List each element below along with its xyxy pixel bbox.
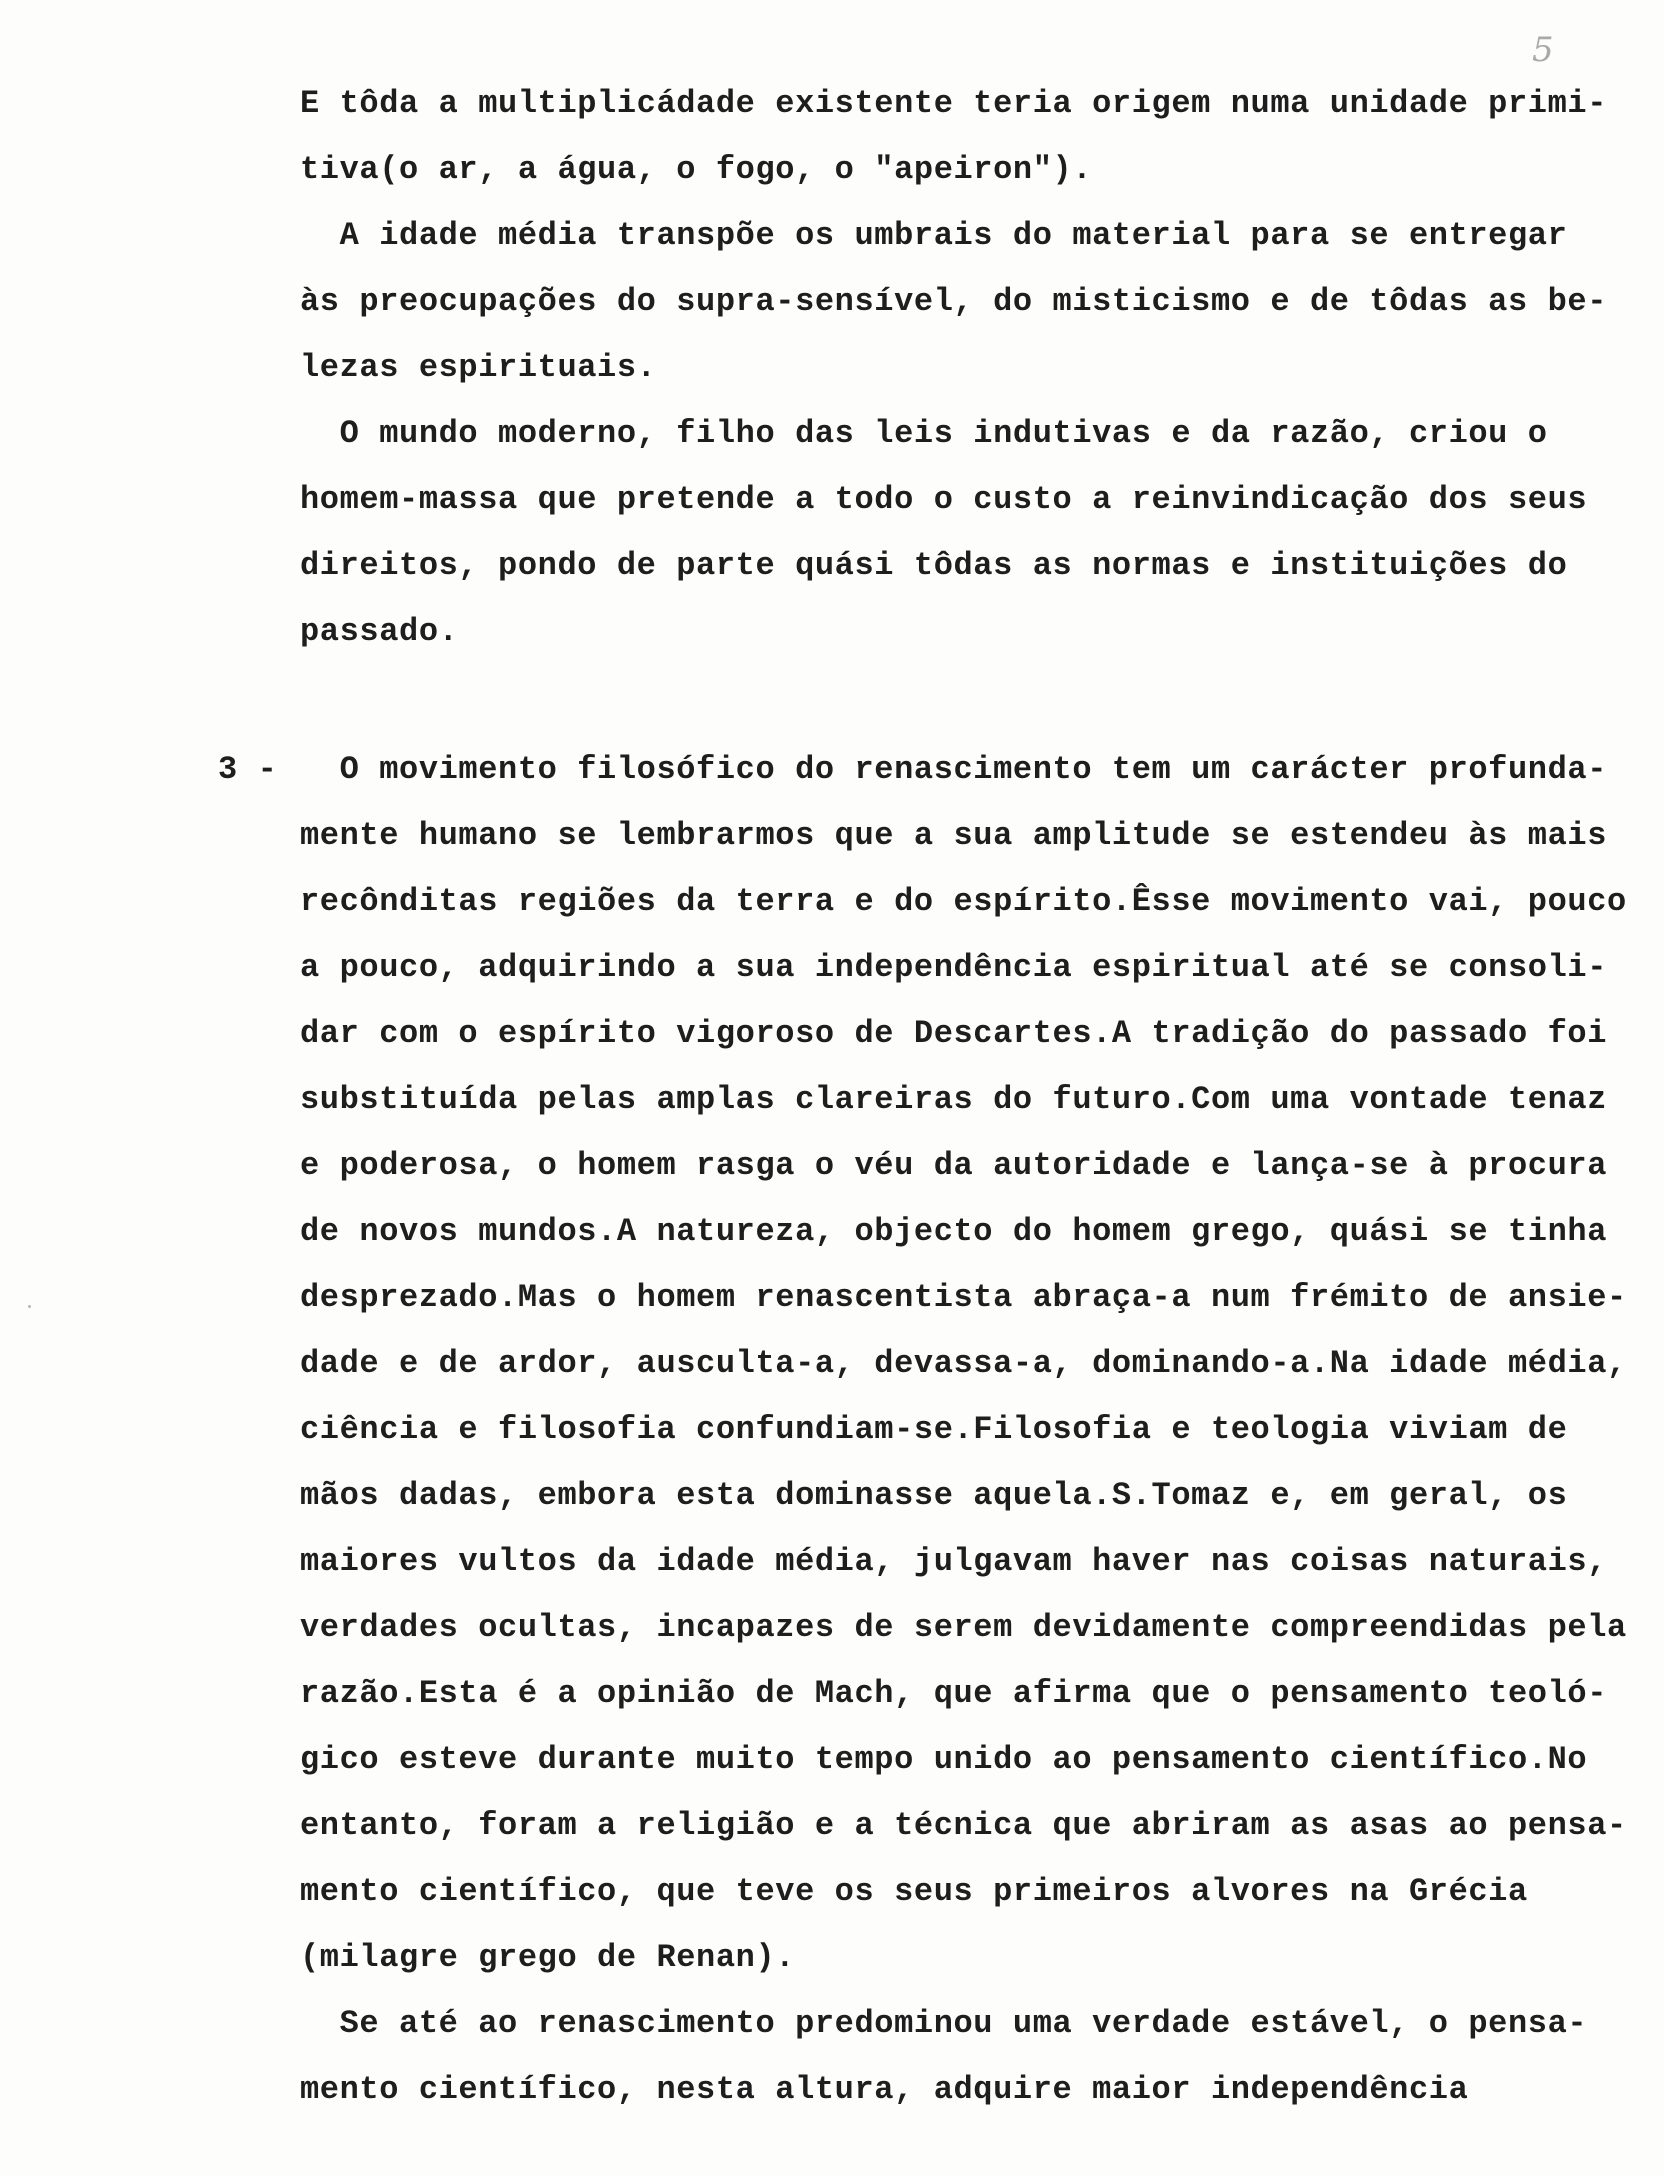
text-line: O mundo moderno, filho das leis indutivas e da razão, criou o [300,415,1548,452]
text-line: substituída pelas amplas clareiras do futuro.Com uma vontade tenaz [300,1081,1608,1118]
section-number: 3 - [218,751,278,788]
text-line: mento científico, que teve os seus primeiros alvores na Grécia [300,1873,1528,1910]
text-line: dar com o espírito vigoroso de Descartes.A tradição do passado foi [300,1015,1608,1052]
text-line: entanto, foram a religião e a técnica que abriram as asas ao pensa- [300,1807,1627,1844]
text-line: verdades ocultas, incapazes de serem devidamente compreendidas pela [300,1609,1627,1646]
text-line: de novos mundos.A natureza, objecto do homem grego, quási se tinha [300,1213,1608,1250]
text-line: E tôda a multiplicádade existente teria origem numa unidade primi- [300,85,1608,122]
text-line: gico esteve durante muito tempo unido ao pensamento científico.No [300,1741,1588,1778]
text-line: mãos dadas, embora esta dominasse aquela.S.Tomaz e, em geral, os [300,1477,1568,1514]
text-line: direitos, pondo de parte quási tôdas as normas e instituições do [300,547,1568,584]
page-number-mark: 5 [1532,30,1554,70]
text-line: mento científico, nesta altura, adquire maior independência [300,2071,1469,2108]
text-line: a pouco, adquirindo a sua independência espiritual até se consoli- [300,949,1608,986]
text-line: O movimento filosófico do renascimento tem um carácter profunda- [300,751,1608,788]
text-line: lezas espirituais. [300,349,657,386]
text-line: homem-massa que pretende a todo o custo a reinvindicação dos seus [300,481,1588,518]
text-line: tiva(o ar, a água, o fogo, o "apeiron"). [300,151,1093,188]
text-line: dade e de ardor, ausculta-a, devassa-a, dominando-a.Na idade média, [300,1345,1627,1382]
text-line: maiores vultos da idade média, julgavam haver nas coisas naturais, [300,1543,1608,1580]
text-line: mente humano se lembrarmos que a sua amplitude se estendeu às mais [300,817,1608,854]
text-line: às preocupações do supra-sensível, do misticismo e de tôdas as be- [300,283,1608,320]
text-line: ciência e filosofia confundiam-se.Filosofia e teologia viviam de [300,1411,1568,1448]
text-line: passado. [300,613,459,650]
text-line: A idade média transpõe os umbrais do material para se entregar [300,217,1568,254]
text-line: desprezado.Mas o homem renascentista abraça-a num frémito de ansie- [300,1279,1627,1316]
text-line: Se até ao renascimento predominou uma verdade estável, o pensa- [300,2005,1588,2042]
text-line: e poderosa, o homem rasga o véu da autoridade e lança-se à procura [300,1147,1608,1184]
text-line: razão.Esta é a opinião de Mach, que afirma que o pensamento teoló- [300,1675,1608,1712]
text-line: (milagre grego de Renan). [300,1939,796,1976]
margin-speck [28,1305,31,1308]
text-line: recônditas regiões da terra e do espírito.Êsse movimento vai, pouco [300,883,1627,920]
